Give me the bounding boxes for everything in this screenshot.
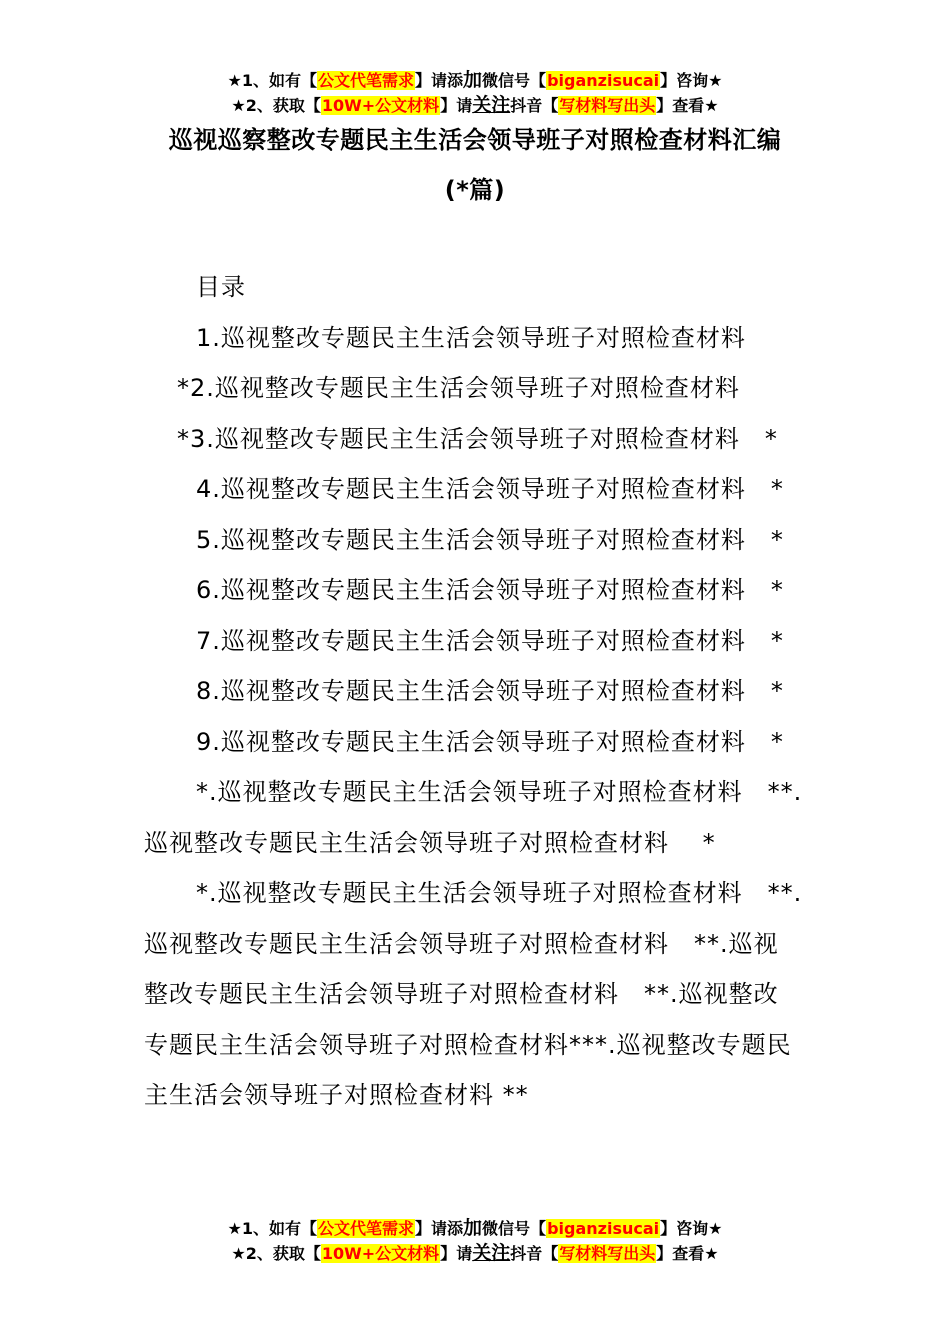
toc-paragraph-line: 巡视整改专题民主生活会领导班子对照检查材料 * <box>144 828 716 857</box>
promo-line-1 <box>0 68 950 93</box>
table-of-contents <box>144 262 810 1121</box>
promo-text: ★2、获取【 <box>231 1244 321 1263</box>
promo-text: 关注 <box>472 1242 511 1264</box>
promo-text: 加 <box>463 69 483 91</box>
promo-text: ★2、获取【 <box>231 96 321 115</box>
toc-paragraph-line: *.巡视整改专题民主生活会领导班子对照检查材料 **. <box>196 879 803 907</box>
wechat-id-highlight: biganzisucai <box>547 1219 660 1238</box>
promo-text: ★1、如有【 <box>227 71 317 90</box>
wechat-id-highlight: biganzisucai <box>547 71 660 90</box>
promo-text: 加 <box>463 1217 483 1239</box>
promo-line-1 <box>0 1216 950 1241</box>
toc-item: 6.巡视整改专题民主生活会领导班子对照检查材料 * <box>196 576 784 604</box>
toc-item: *3.巡视整改专题民主生活会领导班子对照检查材料 * <box>177 424 778 453</box>
toc-item: 4.巡视整改专题民主生活会领导班子对照检查材料 * <box>196 475 784 503</box>
toc-item: 1.巡视整改专题民主生活会领导班子对照检查材料 <box>196 323 746 352</box>
promo-text: 】请 <box>440 96 473 115</box>
promo-highlight: 公文代笔需求 <box>318 71 415 90</box>
promo-highlight: 10W+公文材料 <box>321 96 440 115</box>
toc-item: 7.巡视整改专题民主生活会领导班子对照检查材料 * <box>196 626 784 655</box>
douyin-highlight: 写材料写出头 <box>559 96 656 115</box>
toc-paragraph-line: 专题民主生活会领导班子对照检查材料***.巡视整改专题民 <box>144 1030 792 1059</box>
promo-header <box>0 68 950 118</box>
toc-paragraph-line: *.巡视整改专题民主生活会领导班子对照检查材料 **. <box>196 778 803 806</box>
toc-paragraph-line: 巡视整改专题民主生活会领导班子对照检查材料 **.巡视 <box>144 929 779 958</box>
promo-text: 微信号【 <box>482 71 547 90</box>
toc-item: *2.巡视整改专题民主生活会领导班子对照检查材料 <box>177 374 740 402</box>
promo-text: 】查看★ <box>656 96 719 115</box>
promo-text: 】请添 <box>415 1219 464 1238</box>
promo-text: ★1、如有【 <box>227 1219 317 1238</box>
promo-highlight: 公文代笔需求 <box>318 1219 415 1238</box>
promo-line-2 <box>0 1241 950 1266</box>
promo-text: 微信号【 <box>482 1219 547 1238</box>
toc-item: 5.巡视整改专题民主生活会领导班子对照检查材料 * <box>196 525 784 554</box>
promo-text: 】查看★ <box>656 1244 719 1263</box>
toc-item: 8.巡视整改专题民主生活会领导班子对照检查材料 * <box>196 677 784 705</box>
promo-line-2 <box>0 93 950 118</box>
promo-text: 关注 <box>472 94 511 116</box>
toc-heading: 目录 <box>196 273 246 301</box>
promo-text: 】请 <box>440 1244 473 1263</box>
douyin-highlight: 写材料写出头 <box>559 1244 656 1263</box>
document-subtitle: (*篇) <box>444 176 506 204</box>
toc-paragraph-line: 主生活会领导班子对照检查材料 ** <box>144 1081 529 1109</box>
promo-text: 】咨询★ <box>660 71 723 90</box>
promo-text: 抖音【 <box>510 1244 559 1263</box>
promo-text: 】请添 <box>415 71 464 90</box>
promo-highlight: 10W+公文材料 <box>321 1244 440 1263</box>
promo-text: 抖音【 <box>510 96 559 115</box>
toc-paragraph-line: 整改专题民主生活会领导班子对照检查材料 **.巡视整改 <box>144 980 779 1008</box>
toc-item: 9.巡视整改专题民主生活会领导班子对照检查材料 * <box>196 727 784 756</box>
document-title: 巡视巡察整改专题民主生活会领导班子对照检查材料汇编 <box>168 126 782 154</box>
promo-footer <box>0 1216 950 1266</box>
promo-text: 】咨询★ <box>660 1219 723 1238</box>
